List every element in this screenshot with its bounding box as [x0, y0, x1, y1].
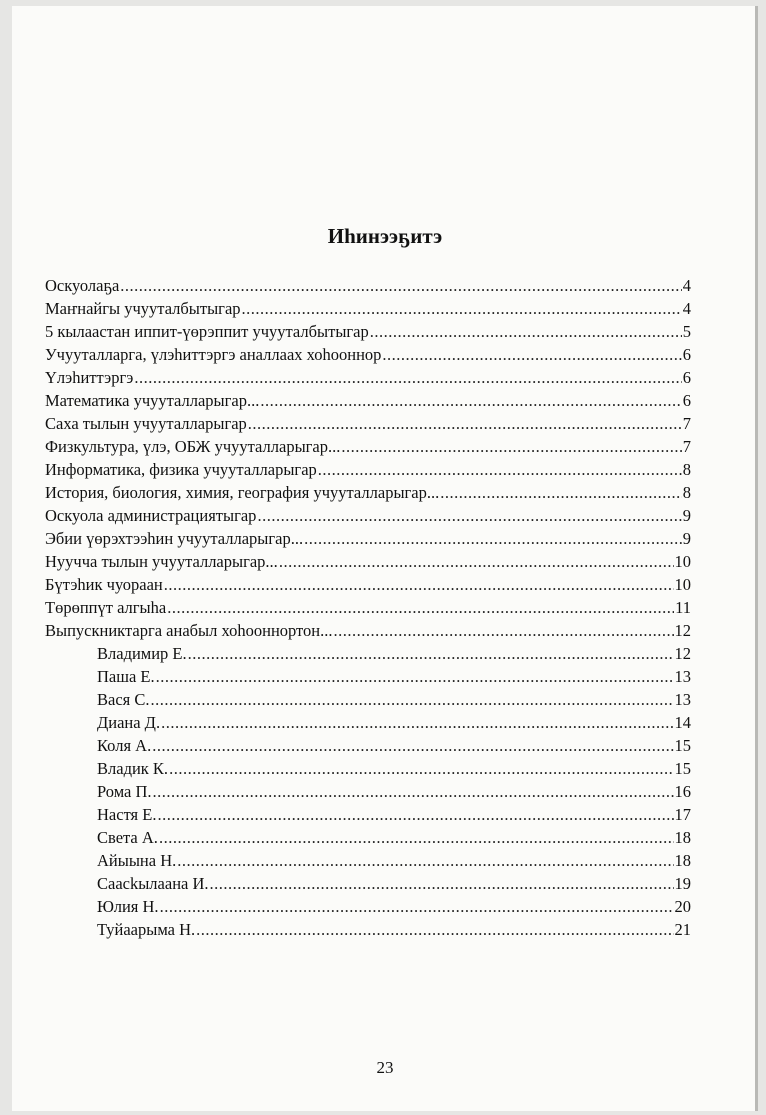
toc-entry-page: 18	[674, 851, 691, 870]
toc-entry-page: 6	[682, 391, 691, 410]
toc-entry-text: Настя Е.	[97, 805, 157, 824]
toc-entry-page: 8	[682, 460, 691, 479]
toc-entry-text: Нуучча тылын учууталларыгар...	[45, 552, 278, 571]
toc-dot-leader	[382, 345, 681, 365]
toc-entry	[45, 322, 691, 345]
toc-dot-leader	[164, 575, 674, 595]
toc-entry	[45, 897, 691, 920]
toc-entry	[45, 345, 691, 368]
toc-entry-text: Владимир Е.	[97, 644, 187, 663]
toc-dot-leader	[161, 713, 673, 733]
toc-entry	[45, 368, 691, 391]
toc-entry-page: 6	[682, 368, 691, 387]
toc-entry	[45, 414, 691, 437]
toc-dot-leader	[177, 851, 673, 871]
toc-title: Иhинээҕитэ	[327, 224, 443, 248]
toc-entry-text: 5 кылаастан иппит-үөрэппит учууталбытыгар	[45, 322, 369, 341]
toc-entry	[45, 299, 691, 322]
toc-dot-leader	[279, 552, 674, 572]
toc-entry-page: 9	[682, 529, 691, 548]
toc-dot-leader	[156, 667, 674, 687]
toc-entry	[45, 920, 691, 943]
toc-entry-text: Диана Д.	[97, 713, 161, 732]
table-of-contents	[45, 276, 691, 943]
toc-entry-text: Маҥнайгы учууталбытыгар	[45, 299, 241, 318]
toc-entry	[45, 598, 691, 621]
toc-dot-leader	[248, 414, 682, 434]
toc-entry-page: 19	[674, 874, 691, 893]
toc-entry-page: 10	[674, 552, 691, 571]
toc-entry-page: 7	[682, 414, 691, 433]
toc-dot-leader	[341, 437, 681, 457]
toc-entry	[45, 391, 691, 414]
toc-entry-text: Выпускниктарга анабыл хоhооннортон...	[45, 621, 333, 640]
toc-dot-leader	[260, 391, 681, 411]
toc-dot-leader	[210, 874, 674, 894]
toc-entry-text: Паша Е.	[97, 667, 155, 686]
toc-dot-leader	[157, 805, 673, 825]
toc-entry-page: 15	[674, 736, 691, 755]
toc-entry-page: 4	[682, 276, 691, 295]
toc-entry-page: 20	[674, 897, 691, 916]
toc-entry	[45, 851, 691, 874]
toc-entry-text: Учууталларга, үлэhиттэргэ аналлаах хоhооннор	[45, 345, 382, 364]
toc-dot-leader	[167, 598, 674, 618]
toc-entry-page: 13	[674, 690, 691, 709]
toc-entry	[45, 874, 691, 897]
toc-entry	[45, 621, 691, 644]
toc-entry-text: Юлия Н.	[97, 897, 159, 916]
toc-dot-leader	[370, 322, 682, 342]
document-page	[12, 6, 758, 1111]
toc-entry-page: 18	[674, 828, 691, 847]
toc-dot-leader	[120, 276, 681, 296]
toc-entry-page: 9	[682, 506, 691, 525]
toc-entry	[45, 690, 691, 713]
toc-dot-leader	[188, 644, 674, 664]
toc-entry	[45, 483, 691, 506]
toc-entry-text: Үлэhиттэргэ	[45, 368, 134, 387]
toc-entry-text: Бүтэhик чуораан	[45, 575, 163, 594]
toc-dot-leader	[257, 506, 681, 526]
toc-entry-text: Төрөппүт алгыhа	[45, 598, 167, 617]
toc-entry-text: Саасkылаана И.	[97, 874, 209, 893]
toc-entry-page: 13	[674, 667, 691, 686]
toc-entry	[45, 460, 691, 483]
toc-entry-page: 21	[674, 920, 691, 939]
toc-entry-text: Владик К.	[97, 759, 169, 778]
toc-entry-page: 4	[682, 299, 691, 318]
toc-entry-text: Физкультура, үлэ, ОБЖ учууталларыгар...	[45, 437, 341, 456]
toc-dot-leader	[318, 460, 682, 480]
toc-entry-page: 8	[682, 483, 691, 502]
toc-dot-leader	[440, 483, 682, 503]
toc-entry	[45, 736, 691, 759]
toc-entry-page: 7	[682, 437, 691, 456]
toc-entry-text: Информатика, физика учууталларыгар	[45, 460, 317, 479]
page-number: 23	[376, 1058, 394, 1077]
toc-entry-page: 16	[674, 782, 691, 801]
toc-entry-text: Рома П.	[97, 782, 152, 801]
toc-entry	[45, 667, 691, 690]
toc-entry-text: Оскуола администрациятыгар	[45, 506, 257, 525]
toc-entry-text: Айыына Н.	[97, 851, 177, 870]
toc-entry	[45, 276, 691, 299]
toc-dot-leader	[242, 299, 682, 319]
toc-dot-leader	[151, 690, 674, 710]
toc-entry-page: 15	[674, 759, 691, 778]
toc-entry	[45, 713, 691, 736]
toc-entry-page: 12	[674, 621, 691, 640]
toc-entry-text: Эбии үөрэхтээhин учууталларыгар...	[45, 529, 304, 548]
toc-entry-page: 12	[674, 644, 691, 663]
toc-entry	[45, 782, 691, 805]
toc-entry-page: 14	[674, 713, 691, 732]
toc-entry	[45, 552, 691, 575]
toc-entry	[45, 575, 691, 598]
toc-entry	[45, 506, 691, 529]
toc-entry-text: Математика учууталларыгар...	[45, 391, 260, 410]
toc-entry	[45, 805, 691, 828]
toc-entry-page: 6	[682, 345, 691, 364]
toc-dot-leader	[169, 759, 673, 779]
toc-entry	[45, 759, 691, 782]
toc-entry	[45, 644, 691, 667]
toc-dot-leader	[159, 828, 674, 848]
toc-entry-page: 5	[682, 322, 691, 341]
toc-entry-text: Вася С.	[97, 690, 150, 709]
toc-entry-page: 17	[674, 805, 691, 824]
toc-dot-leader	[153, 782, 674, 802]
toc-entry-page: 10	[674, 575, 691, 594]
toc-dot-leader	[196, 920, 673, 940]
toc-entry	[45, 437, 691, 460]
toc-dot-leader	[152, 736, 673, 756]
toc-entry	[45, 828, 691, 851]
toc-entry-text: Оскуолаҕа	[45, 276, 120, 295]
toc-dot-leader	[160, 897, 674, 917]
toc-dot-leader	[334, 621, 674, 641]
toc-entry-text: Света А.	[97, 828, 158, 847]
toc-dot-leader	[134, 368, 681, 388]
toc-entry-text: Коля А.	[97, 736, 152, 755]
toc-entry-text: Саха тылын учууталларыгар	[45, 414, 247, 433]
toc-entry-page: 11	[675, 598, 691, 617]
toc-dot-leader	[304, 529, 682, 549]
toc-entry-text: История, биология, химия, география учууталларыгар...	[45, 483, 440, 502]
toc-entry	[45, 529, 691, 552]
toc-entry-text: Туйаарыма Н.	[97, 920, 196, 939]
